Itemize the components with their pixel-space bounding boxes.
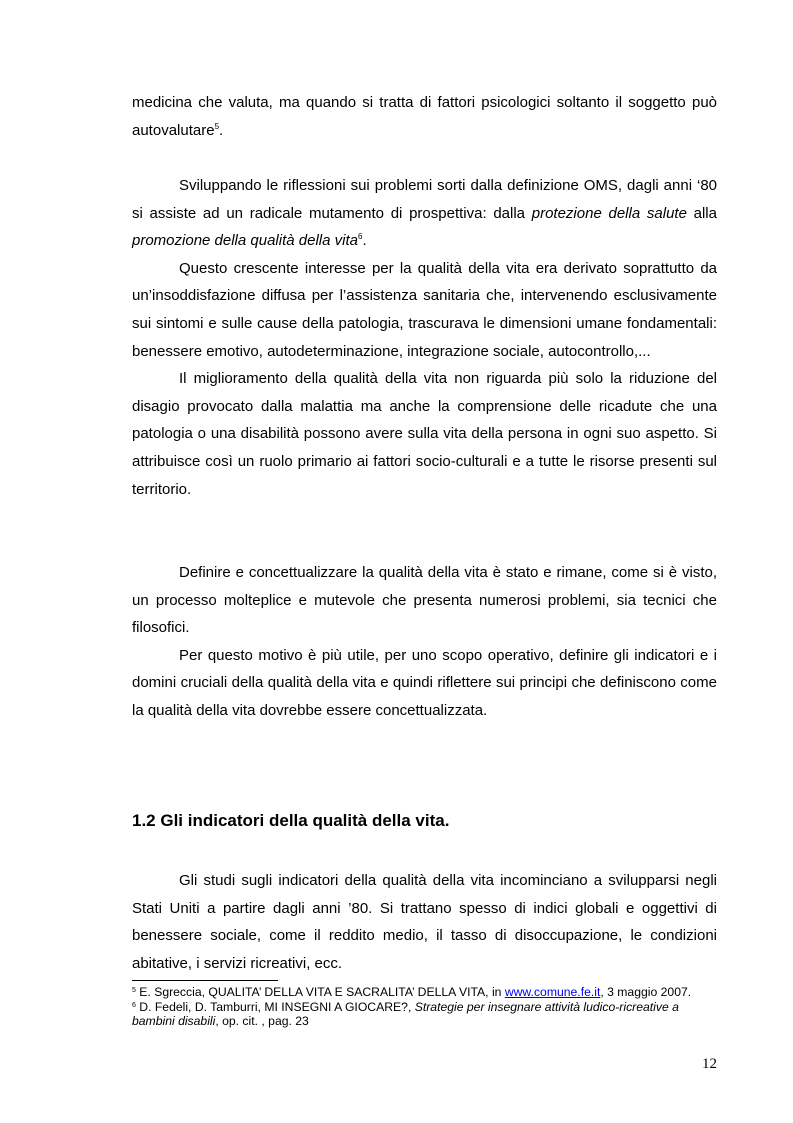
page-number: 12 bbox=[702, 1056, 717, 1072]
section-heading: 1.2 Gli indicatori della qualità della vita. bbox=[132, 811, 450, 830]
footnotes bbox=[132, 985, 717, 1029]
footnote-ref-5[interactable]: 5 bbox=[214, 121, 220, 131]
footnote-6: $^6$ D. Fedeli, D. Tamburri, MI INSEGNI A GIOCARE?, Strategie per insegnare attività ludico-ricreative a bambini disabili, op. cit. , pag. 23 bbox=[132, 999, 679, 1028]
footnote-5: $^5$ E. Sgreccia, QUALITA’ DELLA VITA E SACRALITA’ DELLA VITA, in www.comune.fe.it, 3 maggio 2007. bbox=[132, 985, 692, 999]
text-block-3 bbox=[132, 559, 717, 725]
paragraph-interesse: Questo crescente interesse per la qualità della vita era derivato soprattutto da un’insoddisfazione diffusa per l’assistenza sanitaria che, intervenendo esclusivamente sui sintomi e sulle cause della patologia, trascurava le dimensioni umane fondamentali: benessere emotivo, autodeterminazione, integrazione sociale, autocontrollo,... bbox=[132, 259, 717, 360]
footnote-separator bbox=[132, 980, 278, 981]
text-block-4 bbox=[132, 867, 717, 977]
text-block-2 bbox=[132, 172, 717, 503]
paragraph-studi: Gli studi sugli indicatori della qualità della vita incominciano a svilupparsi negli Stati Uniti a partire dagli anni ’80. Si trattano spesso di indici globali e oggettivi di benessere sociale, come il reddito medio, il tasso di disoccupazione, le condizioni abitative, i servizi ricreativi, ecc. bbox=[132, 872, 717, 972]
text-block-1 bbox=[132, 89, 717, 144]
paragraph-miglioramento: Il miglioramento della qualità della vita non riguarda più solo la riduzione del disagio provocato dalla malattia ma anche la comprensione delle ricadute che una patologia o una disabilità possono avere sulla vita della persona in ogni suo aspetto. Si attribuisce così un ruolo primario ai fattori socio-culturali e a tutte le risorse presenti sul territorio. bbox=[132, 370, 717, 498]
paragraph-oms: Sviluppando le riflessioni sui problemi sorti dalla definizione OMS, dagli anni ‘80 si assiste ad un radicale mutamento di prospettiva: dalla protezione della salute alla promozione della qualità della vita$^6$. bbox=[132, 177, 717, 250]
paragraph-definire: Definire e concettualizzare la qualità della vita è stato e rimane, come si è visto, un processo molteplice e mutevole che presenta numerosi problemi, sia tecnici che filosofici. bbox=[132, 564, 717, 637]
paragraph-continuation: medicina che valuta, ma quando si tratta di fattori psicologici soltanto il soggetto può autovalutare$^5$. bbox=[132, 94, 717, 139]
paragraph-motivo: Per questo motivo è più utile, per uno scopo operativo, definire gli indicatori e i domini cruciali della qualità della vita e quindi riflettere sui principi che definiscono come la qualità della vita dovrebbe essere concettualizzata. bbox=[132, 646, 717, 719]
footnote-link[interactable]: www.comune.fe.it bbox=[504, 985, 601, 999]
footnote-ref-6[interactable]: 6 bbox=[357, 232, 363, 242]
